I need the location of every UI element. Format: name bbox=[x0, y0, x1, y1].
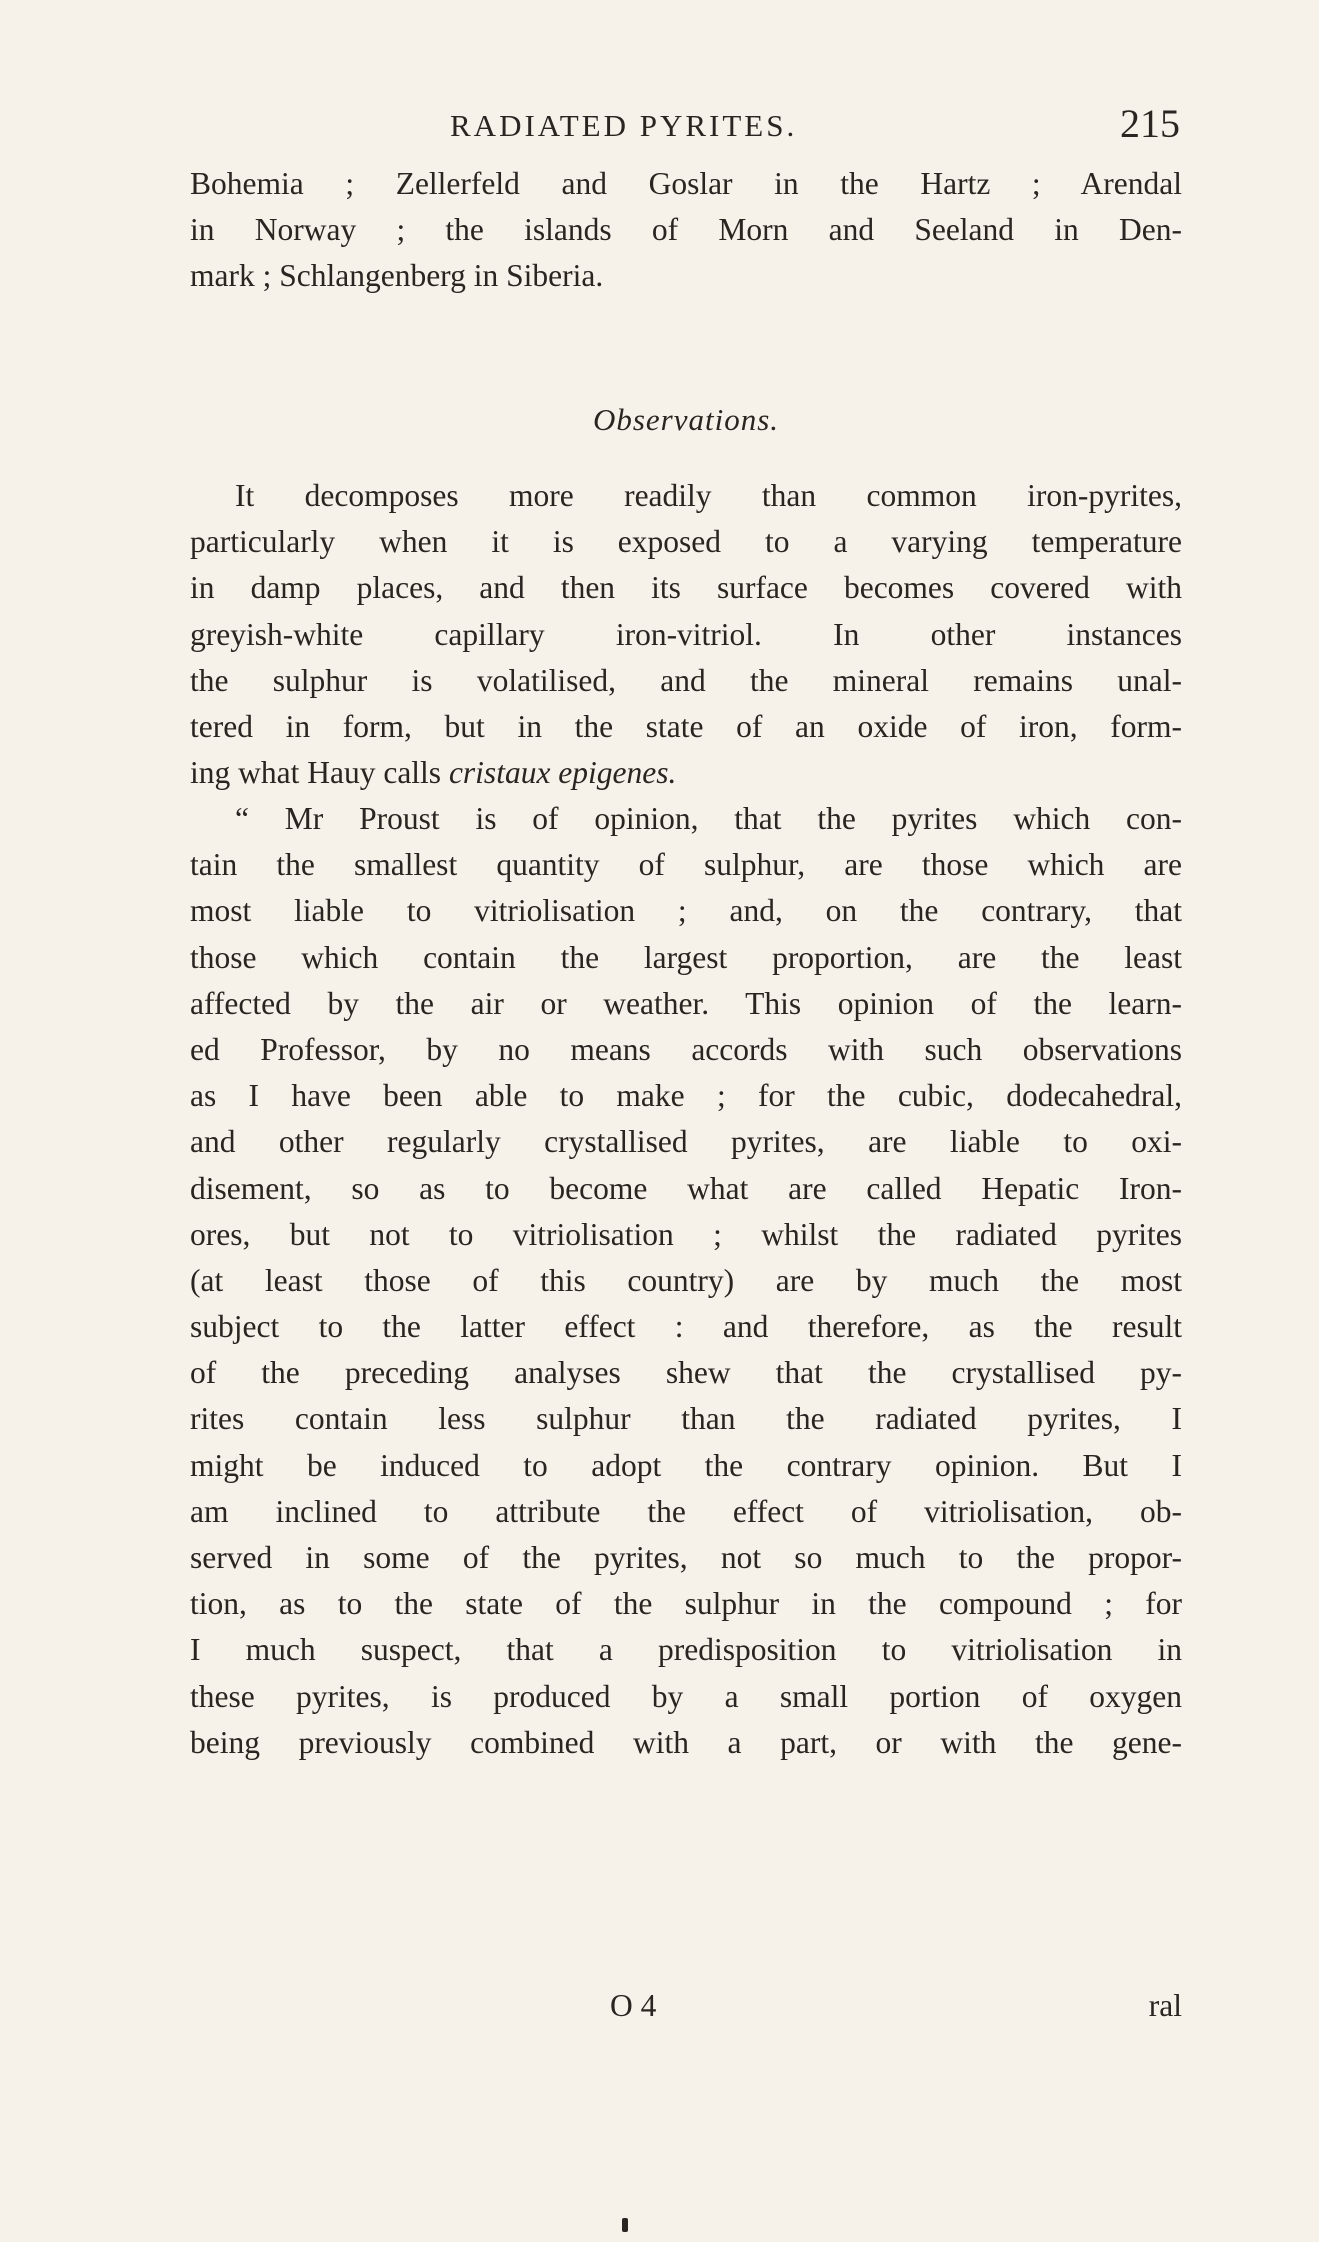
text-line: ores, but not to vitriolisation ; whilst the radiated pyrites bbox=[190, 1216, 1182, 1252]
opening-text bbox=[190, 161, 1182, 300]
text-line: disement, so as to become what are called Hepatic Iron- bbox=[190, 1170, 1182, 1206]
text-line: subject to the latter effect : and therefore, as the result bbox=[190, 1309, 1182, 1345]
text-line: particularly when it is exposed to a varying temperature bbox=[190, 524, 1182, 560]
text-line: “ Mr Proust is of opinion, that the pyrites which con- bbox=[235, 801, 1182, 836]
text-line: those which contain the largest proportion, are the least bbox=[190, 939, 1182, 975]
paragraph-proust-quote bbox=[190, 796, 1182, 1766]
paragraph-decomposition bbox=[190, 473, 1182, 796]
running-head bbox=[190, 100, 1180, 160]
text-line: I much suspect, that a predisposition to vitriolisation in bbox=[190, 1632, 1182, 1668]
text-line: the sulphur is volatilised, and the mineral remains unal- bbox=[190, 662, 1182, 698]
italic-term: cristaux epigenes. bbox=[448, 755, 677, 791]
text-line: tion, as to the state of the sulphur in the compound ; for bbox=[190, 1586, 1182, 1622]
text-line: most liable to vitriolisation ; and, on the contrary, that bbox=[190, 893, 1182, 929]
text-line: Bohemia ; Zellerfeld and Goslar in the Hartz ; Arendal bbox=[190, 166, 1182, 201]
text-line: It decomposes more readily than common iron-pyrites, bbox=[235, 478, 1182, 513]
text-line: affected by the air or weather. This opinion of the learn- bbox=[190, 985, 1182, 1021]
text-line: might be induced to adopt the contrary opinion. But I bbox=[190, 1447, 1182, 1483]
line-prefix: ing what Hauy calls bbox=[190, 755, 449, 791]
signature-mark: O 4 bbox=[610, 1988, 657, 2023]
text-line: of the preceding analyses shew that the crystallised py- bbox=[190, 1355, 1182, 1391]
text-line: rites contain less sulphur than the radiated pyrites, I bbox=[190, 1401, 1182, 1437]
text-line: greyish-white capillary iron-vitriol. In other instances bbox=[190, 616, 1182, 652]
text-line: (at least those of this country) are by much the most bbox=[190, 1262, 1182, 1298]
text-line: and other regularly crystallised pyrites, are liable to oxi- bbox=[190, 1124, 1182, 1160]
text-line: these pyrites, is produced by a small portion of oxygen bbox=[190, 1678, 1182, 1714]
page-number: 215 bbox=[1120, 101, 1180, 146]
text-line: ed Professor, by no means accords with such observations bbox=[190, 1031, 1182, 1067]
page-footer bbox=[190, 1988, 1182, 2034]
text-line: being previously combined with a part, or with the gene- bbox=[190, 1724, 1182, 1760]
text-line: in Norway ; the islands of Morn and Seeland in Den- bbox=[190, 212, 1182, 248]
text-line: tain the smallest quantity of sulphur, are those which are bbox=[190, 847, 1182, 883]
text-line: as I have been able to make ; for the cubic, dodecahedral, bbox=[190, 1078, 1182, 1114]
text-line: am inclined to attribute the effect of vitriolisation, ob- bbox=[190, 1493, 1182, 1529]
text-line bbox=[190, 750, 1182, 796]
text-line: in damp places, and then its surface becomes covered with bbox=[190, 570, 1182, 606]
text-line: tered in form, but in the state of an oxide of iron, form- bbox=[190, 708, 1182, 744]
catchword: ral bbox=[1148, 1988, 1182, 2023]
section-heading: Observations. bbox=[592, 402, 780, 437]
running-title: RADIATED PYRITES. bbox=[450, 108, 798, 143]
text-line: served in some of the pyrites, not so much to the propor- bbox=[190, 1540, 1182, 1575]
text-line: mark ; Schlangenberg in Siberia. bbox=[190, 258, 604, 294]
ink-speck bbox=[622, 2218, 628, 2232]
